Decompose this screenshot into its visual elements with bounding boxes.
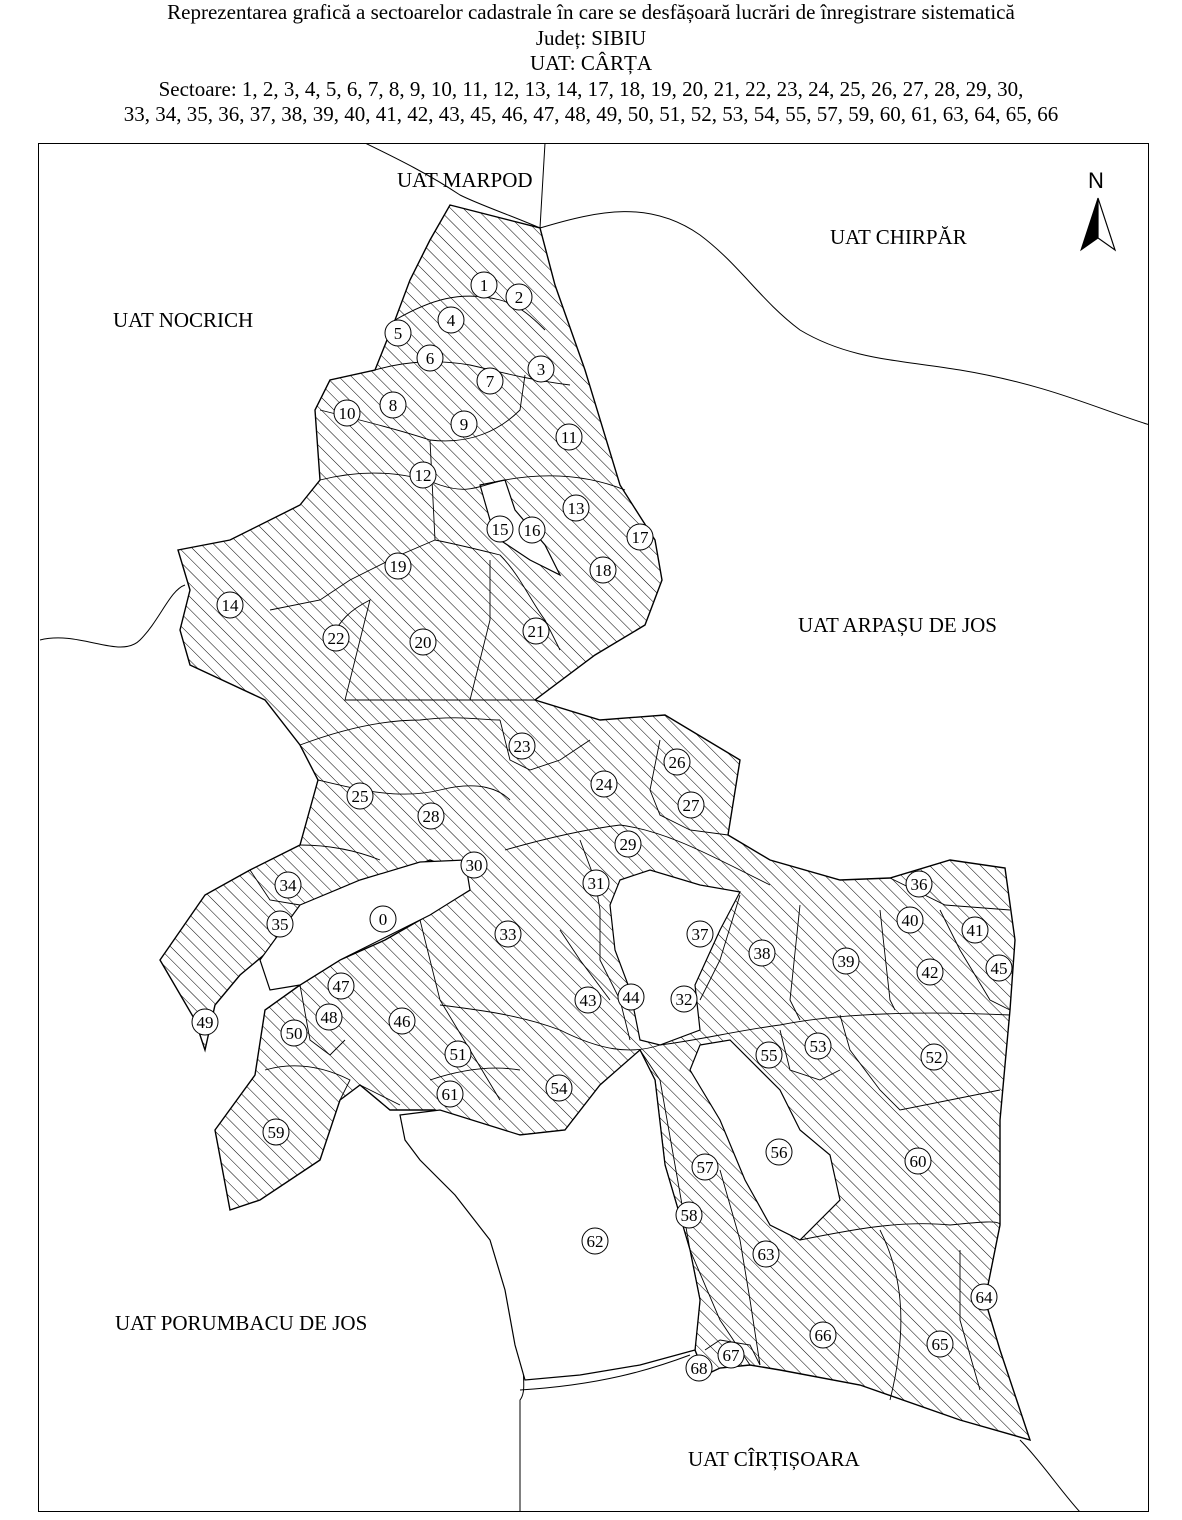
- neighbour-chirpar-label: UAT CHIRPĂR: [830, 225, 967, 249]
- sector-number: 24: [595, 775, 613, 794]
- sector-badge-15: [487, 516, 513, 542]
- sector-number: 50: [285, 1024, 303, 1043]
- sector-badge-42: [917, 959, 943, 985]
- sector-number: 11: [560, 428, 578, 447]
- sector-number: 30: [465, 856, 483, 875]
- sector-number: 12: [414, 466, 432, 485]
- sector-badge-22: [323, 625, 349, 651]
- sector-badge-55: [756, 1042, 782, 1068]
- sector-number: 44: [622, 988, 640, 1007]
- sector-badge-27: [678, 792, 704, 818]
- sector-badge-63: [753, 1241, 779, 1267]
- sector-number: 60: [909, 1152, 927, 1171]
- county-label: Județ: SIBIU: [535, 25, 647, 50]
- sector-number: 3: [536, 360, 546, 379]
- sector-badge-46: [389, 1008, 415, 1034]
- sector-badge-29: [615, 831, 641, 857]
- sector-badge-33: [495, 921, 521, 947]
- sector-number: 34: [279, 876, 297, 895]
- neighbour-porumbacu-label: UAT PORUMBACU DE JOS: [115, 1311, 368, 1335]
- sector-number: 25: [351, 787, 369, 806]
- sector-number: 37: [691, 925, 709, 944]
- north-arrow: [1081, 168, 1115, 250]
- sector-number: 6: [425, 349, 435, 368]
- sector-badge-13: [563, 495, 589, 521]
- sector-badge-47: [328, 973, 354, 999]
- sector-number: 65: [931, 1335, 949, 1354]
- sector-badge-28: [418, 803, 444, 829]
- sector-number: 40: [901, 911, 919, 930]
- sector-number: 4: [446, 311, 456, 330]
- sector-badge-23: [509, 733, 535, 759]
- sector-badge-51: [445, 1041, 471, 1067]
- sector-badge-59: [263, 1119, 289, 1145]
- neighbour-cirtisoara-label: UAT CÎRȚIȘOARA: [688, 1447, 860, 1471]
- sector-number: 5: [393, 324, 403, 343]
- sector-number: 46: [393, 1012, 411, 1031]
- neighbour-arpasu-label: UAT ARPAȘU DE JOS: [798, 613, 997, 637]
- sector-badge-58: [676, 1202, 702, 1228]
- sector-number: 21: [527, 622, 545, 641]
- sector-number: 26: [668, 753, 686, 772]
- sector-number: 62: [586, 1232, 604, 1251]
- sector-badge-68: [686, 1355, 712, 1381]
- sector-badge-66: [810, 1322, 836, 1348]
- sector-number: 32: [675, 990, 693, 1009]
- sector-badge-37: [687, 921, 713, 947]
- sector-number: 14: [221, 596, 239, 615]
- sector-number: 8: [388, 396, 398, 415]
- sector-badge-54: [546, 1075, 572, 1101]
- sector-number: 2: [514, 288, 524, 307]
- sector-badge-9: [451, 411, 477, 437]
- sector-badge-20: [410, 629, 436, 655]
- sector-number: 45: [990, 959, 1008, 978]
- sectors-list-line-2: 33, 34, 35, 36, 37, 38, 39, 40, 41, 42, 43, 45, 46, 47, 48, 49, 50, 51, 52, 53, 54, 55, 57, 59, 60, 61, 63, 64, 65, 66: [123, 102, 1059, 126]
- sector-badge-1: [471, 272, 497, 298]
- sector-badge-56: [766, 1139, 792, 1165]
- sector-badge-12: [410, 462, 436, 488]
- sector-number: 42: [921, 963, 939, 982]
- sector-badge-40: [897, 907, 923, 933]
- neighbour-marpod-label: UAT MARPOD: [397, 168, 533, 192]
- sector-badge-8: [380, 392, 406, 418]
- sector-number: 35: [271, 915, 289, 934]
- sector-badge-60: [905, 1148, 931, 1174]
- sector-number: 48: [320, 1008, 338, 1027]
- sector-badge-45: [986, 955, 1012, 981]
- sector-badge-36: [906, 871, 932, 897]
- sector-badge-10: [334, 400, 360, 426]
- sector-badge-34: [275, 872, 301, 898]
- sector-number: 1: [479, 276, 489, 295]
- sector-badge-35: [267, 911, 293, 937]
- sector-badge-11: [556, 424, 582, 450]
- sector-badge-41: [962, 917, 988, 943]
- sector-badge-16: [519, 517, 545, 543]
- sector-badge-0: [370, 906, 396, 932]
- sector-badge-14: [217, 592, 243, 618]
- sector-badge-62: [582, 1228, 608, 1254]
- sector-badge-4: [438, 307, 464, 333]
- sector-badge-64: [971, 1284, 997, 1310]
- sector-badge-24: [591, 771, 617, 797]
- neighbour-nocrich-label: UAT NOCRICH: [113, 308, 254, 332]
- sector-badge-31: [583, 870, 609, 896]
- sector-badge-53: [805, 1033, 831, 1059]
- sector-number: 31: [587, 874, 605, 893]
- sector-number: 47: [332, 977, 350, 996]
- sectors-list-line-1: Sectoare: 1, 2, 3, 4, 5, 6, 7, 8, 9, 10, 11, 12, 13, 14, 17, 18, 19, 20, 21, 22, 23, 24, 25, 26, 27, 28, 29, 30,: [158, 76, 1024, 101]
- sector-number: 41: [966, 921, 984, 940]
- sector-badge-57: [692, 1154, 718, 1180]
- sector-number: 43: [579, 991, 597, 1010]
- sector-number: 38: [753, 944, 771, 963]
- sector-number: 68: [690, 1359, 708, 1378]
- sector-number: 18: [594, 561, 612, 580]
- sector-badge-65: [927, 1331, 953, 1357]
- sector-badge-18: [590, 557, 616, 583]
- sector-badge-21: [523, 618, 549, 644]
- sector-badge-44: [618, 984, 644, 1010]
- sector-number: 59: [267, 1123, 285, 1142]
- sector-number: 57: [696, 1158, 714, 1177]
- north-label: N: [1088, 168, 1104, 193]
- sector-badge-25: [347, 783, 373, 809]
- sector-number: 61: [441, 1085, 459, 1104]
- sector-number: 10: [338, 404, 356, 423]
- sector-badge-61: [437, 1081, 463, 1107]
- sector-badge-39: [833, 948, 859, 974]
- sector-number: 27: [682, 796, 700, 815]
- sector-badge-3: [528, 356, 554, 382]
- map-title: Reprezentarea grafică a sectoarelor cadastrale în care se desfășoară lucrări de înregistrare sistematică: [167, 0, 1015, 24]
- sector-badge-26: [664, 749, 690, 775]
- sector-number: 66: [814, 1326, 832, 1345]
- sector-number: 9: [459, 415, 469, 434]
- sector-number: 17: [631, 528, 649, 547]
- sector-badge-52: [921, 1044, 947, 1070]
- sector-badge-6: [417, 345, 443, 371]
- sector-number: 63: [757, 1245, 775, 1264]
- sector-badge-17: [627, 524, 653, 550]
- sector-number: 20: [414, 633, 432, 652]
- sector-number: 55: [760, 1046, 778, 1065]
- sector-number: 28: [422, 807, 440, 826]
- sector-number: 56: [770, 1143, 788, 1162]
- sector-number: 39: [837, 952, 855, 971]
- uat-label: UAT: CÂRȚA: [529, 51, 653, 75]
- sector-number: 23: [513, 737, 531, 756]
- sector-number: 51: [449, 1045, 467, 1064]
- sector-badge-48: [316, 1004, 342, 1030]
- sector-badge-5: [385, 320, 411, 346]
- sector-badge-38: [749, 940, 775, 966]
- sector-number: 49: [196, 1013, 214, 1032]
- sector-number: 53: [809, 1037, 827, 1056]
- sector-badge-30: [461, 852, 487, 878]
- sector-badge-2: [506, 284, 532, 310]
- sector-number: 54: [550, 1079, 568, 1098]
- sector-badge-7: [477, 368, 503, 394]
- sector-badge-43: [575, 987, 601, 1013]
- sector-number: 29: [619, 835, 637, 854]
- sector-badge-19: [385, 553, 411, 579]
- north-arrow-icon: [1081, 198, 1098, 250]
- boundary-nocrich-west: [40, 585, 185, 647]
- sector-number: 33: [499, 925, 517, 944]
- sector-number: 7: [485, 372, 495, 391]
- sector-number: 36: [910, 875, 928, 894]
- sector-number: 13: [567, 499, 585, 518]
- sector-badge-49: [192, 1009, 218, 1035]
- sector-number: 19: [389, 557, 407, 576]
- sector-badge-67: [718, 1342, 744, 1368]
- sector-number: 15: [491, 520, 509, 539]
- sector-number: 22: [327, 629, 345, 648]
- sector-number: 52: [925, 1048, 943, 1067]
- sector-number: 16: [523, 521, 541, 540]
- sector-badge-50: [281, 1020, 307, 1046]
- sector-number: 64: [975, 1288, 993, 1307]
- sector-badge-32: [671, 986, 697, 1012]
- sector-number: 58: [680, 1206, 698, 1225]
- sector-number: 0: [378, 910, 388, 929]
- sector-number: 67: [722, 1346, 740, 1365]
